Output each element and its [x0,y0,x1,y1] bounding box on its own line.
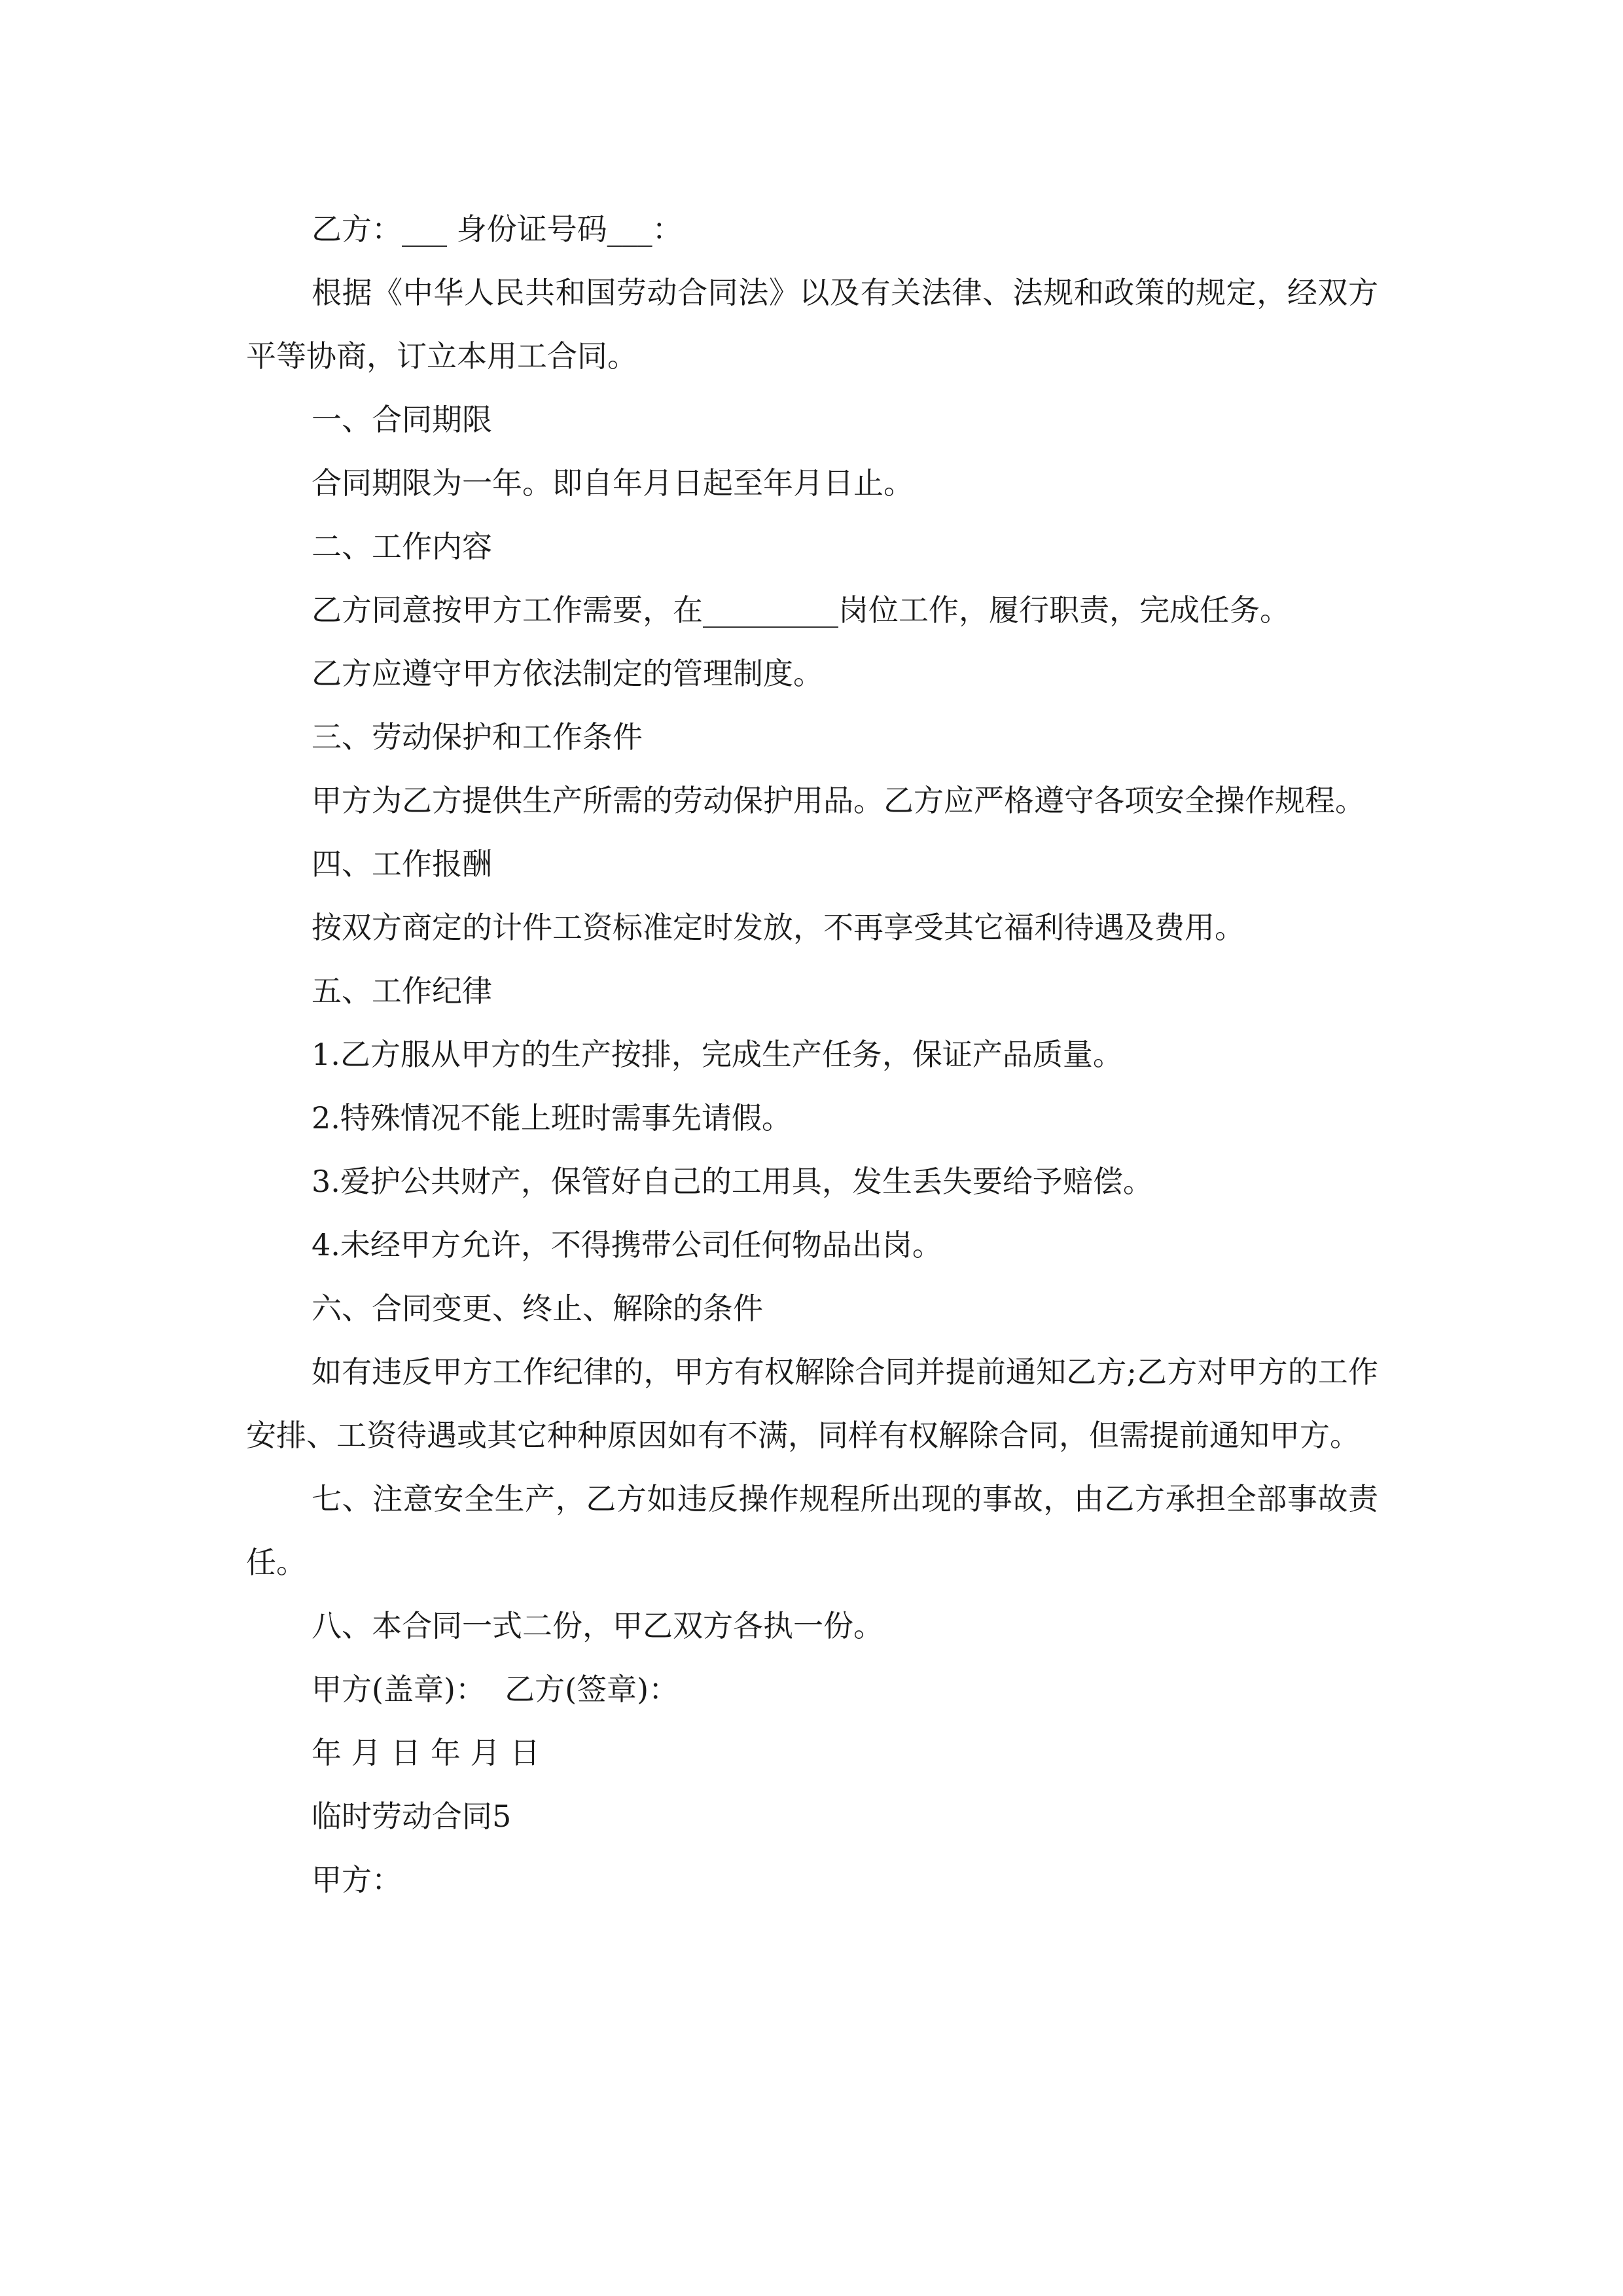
date-line: 年 月 日 年 月 日 [312,1735,541,1770]
preamble-paragraph: 根据《中华人民共和国劳动合同法》以及有关法律、法规和政策的规定，经双方平等协商，订立本用工合同。 [246,275,1378,374]
management-rules-paragraph: 乙方应遵守甲方依法制定的管理制度。 [312,656,823,691]
section-heading-discipline: 五、工作纪律 [312,973,492,1009]
term-paragraph: 合同期限为一年。即自年月日起至年月日止。 [312,465,914,501]
section-heading-work-content: 二、工作内容 [312,529,492,564]
signature-line: 甲方(盖章)： 乙方(签章)： [312,1672,679,1707]
section-heading-remuneration: 四、工作报酬 [312,846,492,882]
section-heading-term: 一、合同期限 [312,402,492,437]
discipline-item: 3.爱护公共财产，保管好自己的工用具，发生丢失要给予赔偿。 [312,1164,1153,1199]
document-body [246,198,1378,1912]
party-a-line: 甲方： [312,1862,402,1897]
next-contract-title: 临时劳动合同5 [312,1799,512,1834]
discipline-item: 4.未经甲方允许，不得携带公司任何物品出岗。 [312,1227,942,1263]
protection-paragraph: 甲方为乙方提供生产所需的劳动保护用品。乙方应严格遵守各项安全操作规程。 [312,783,1365,818]
section-heading-protection: 三、劳动保护和工作条件 [312,719,643,755]
safety-clause: 七、注意安全生产，乙方如违反操作规程所出现的事故，由乙方承担全部事故责任。 [246,1481,1378,1580]
party-b-id-line: 乙方：___ 身份证号码___： [312,211,683,247]
work-content-paragraph: 乙方同意按甲方工作需要，在_________岗位工作，履行职责，完成任务。 [312,592,1290,628]
discipline-item: 2.特殊情况不能上班时需事先请假。 [312,1100,792,1136]
remuneration-paragraph: 按双方商定的计件工资标准定时发放，不再享受其它福利待遇及费用。 [312,910,1245,945]
section-heading-termination: 六、合同变更、终止、解除的条件 [312,1291,763,1326]
copies-clause: 八、本合同一式二份，甲乙双方各执一份。 [312,1608,883,1643]
termination-paragraph: 如有违反甲方工作纪律的，甲方有权解除合同并提前通知乙方;乙方对甲方的工作安排、工资待遇或其它种种原因如有不满，同样有权解除合同，但需提前通知甲方。 [246,1354,1378,1453]
discipline-item: 1.乙方服从甲方的生产按排，完成生产任务，保证产品质量。 [312,1037,1123,1072]
